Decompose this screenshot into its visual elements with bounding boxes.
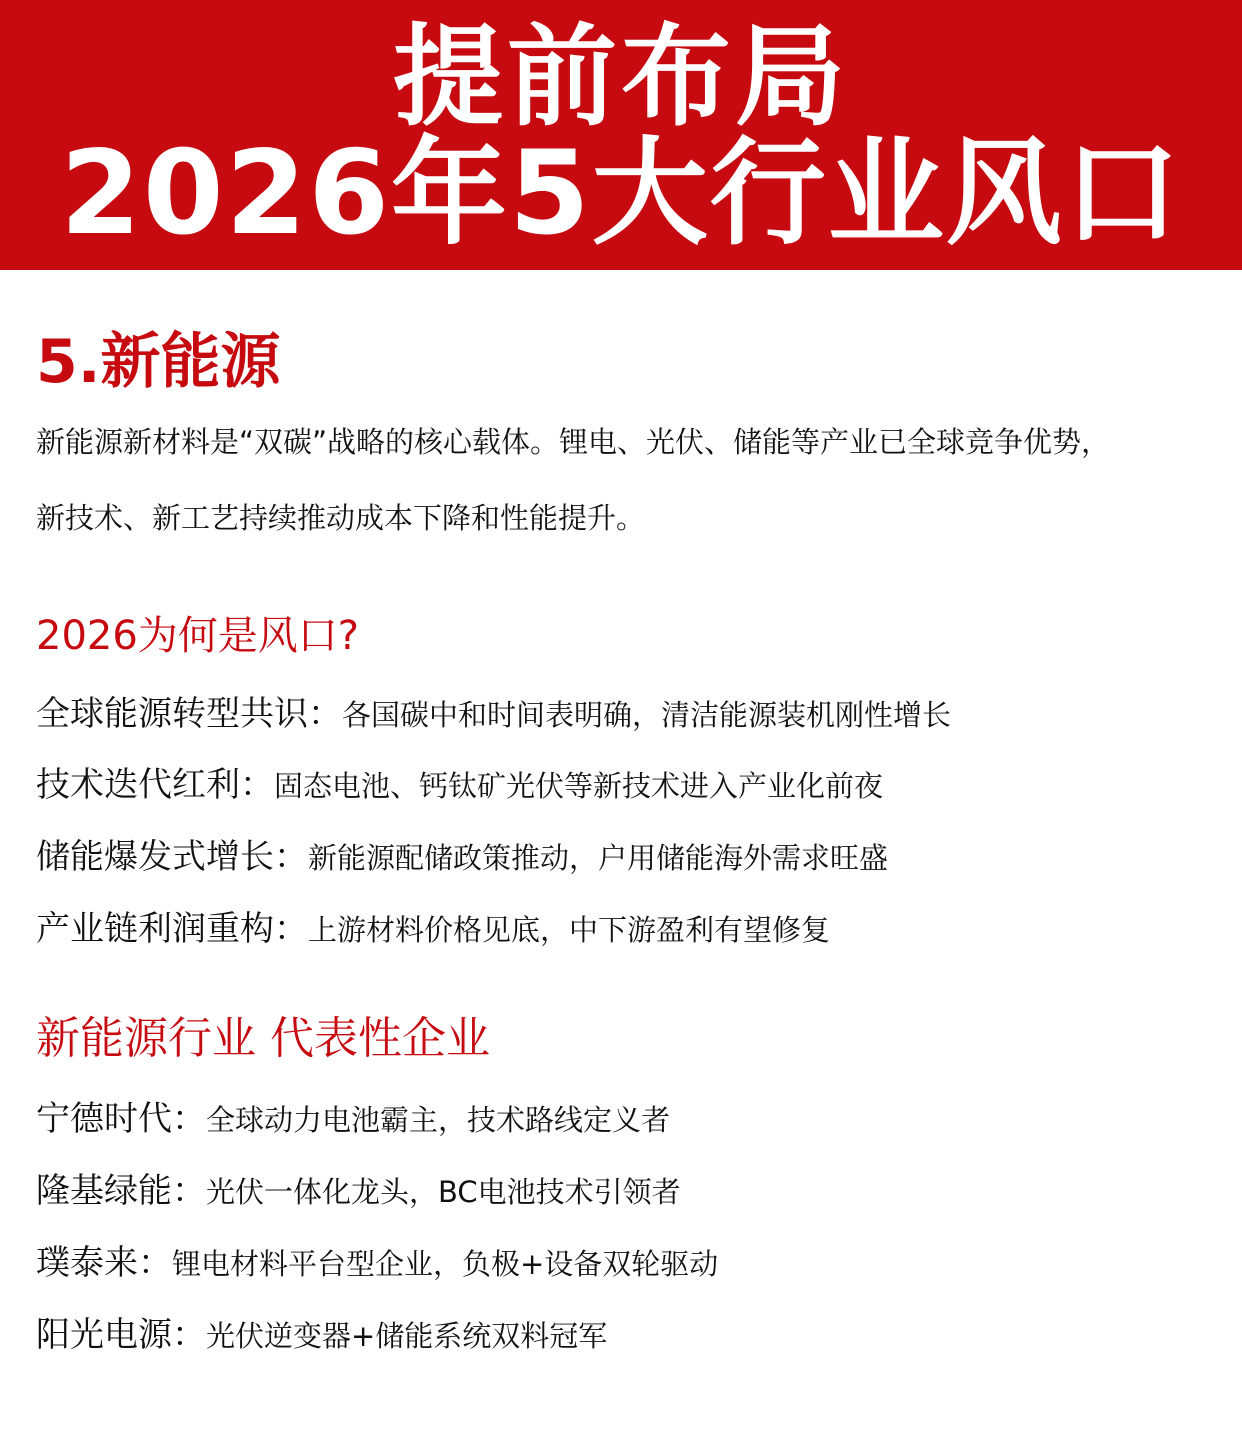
section-title-new-energy: 5.新能源 <box>36 327 281 397</box>
company-item <box>36 1099 671 1139</box>
company-description: 全球动力电池霸主，技术路线定义者 <box>206 1103 671 1137</box>
title-banner <box>0 0 1242 270</box>
intro-paragraph-line-2: 新技术、新工艺持续推动成本下降和性能提升。 <box>36 501 646 535</box>
reason-key: 产业链利润重构： <box>36 909 308 949</box>
reason-value: 新能源配储政策推动，户用储能海外需求旺盛 <box>308 841 889 875</box>
company-description: 光伏逆变器+储能系统双料冠军 <box>206 1319 608 1353</box>
reason-item <box>36 909 831 949</box>
reason-item <box>36 765 884 805</box>
company-item <box>36 1315 608 1355</box>
company-description: 锂电材料平台型企业，负极+设备双轮驱动 <box>172 1247 719 1281</box>
reason-value: 各国碳中和时间表明确，清洁能源装机刚性增长 <box>342 698 952 732</box>
company-item <box>36 1243 719 1283</box>
reason-value: 上游材料价格见底，中下游盈利有望修复 <box>308 913 831 947</box>
company-name: 璞泰来： <box>36 1243 172 1283</box>
company-name: 宁德时代： <box>36 1099 206 1139</box>
section-title-representative-companies: 新能源行业 代表性企业 <box>36 1013 490 1064</box>
company-name: 隆基绿能： <box>36 1171 206 1211</box>
intro-paragraph-line-1: 新能源新材料是“双碳”战略的核心载体。锂电、光伏、储能等产业已全球竞争优势， <box>36 425 1111 459</box>
banner-title-line-2: 2026年5大行业风口 <box>60 126 1182 261</box>
reason-key: 技术迭代红利： <box>36 765 274 805</box>
reason-item <box>36 694 952 734</box>
banner-title-line-1: 提前布局 <box>393 13 849 141</box>
reason-key: 储能爆发式增长： <box>36 837 308 877</box>
company-name: 阳光电源： <box>36 1315 206 1355</box>
company-item <box>36 1171 681 1211</box>
company-description: 光伏一体化龙头，BC电池技术引领者 <box>206 1175 681 1209</box>
reason-key: 全球能源转型共识： <box>36 694 342 734</box>
reason-item <box>36 837 889 877</box>
reason-value: 固态电池、钙钛矿光伏等新技术进入产业化前夜 <box>274 769 884 803</box>
section-title-why-2026: 2026为何是风口? <box>36 613 360 659</box>
